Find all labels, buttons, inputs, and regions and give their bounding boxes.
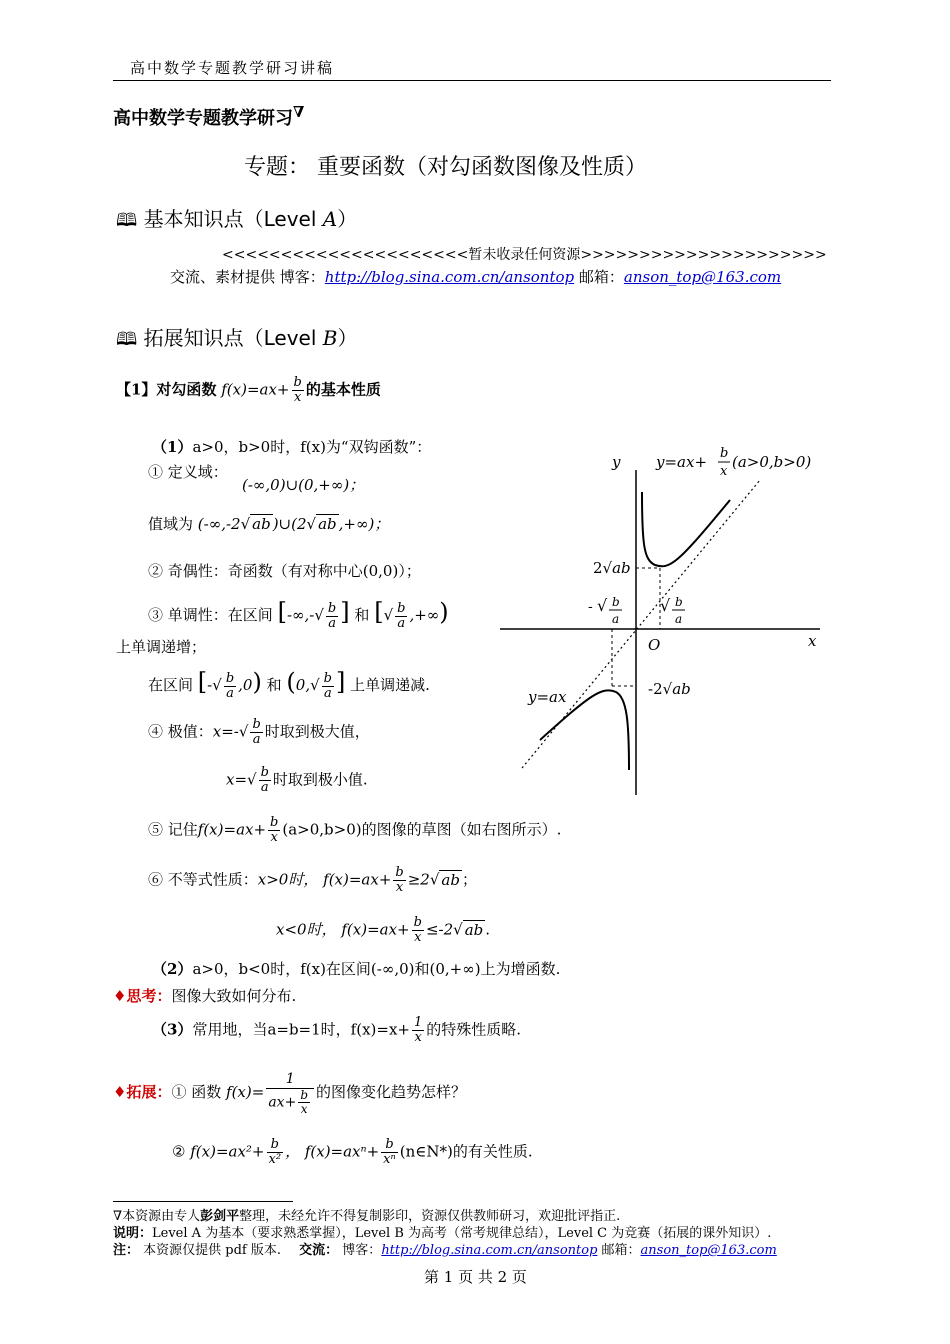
mono-frac4: $\frac{b}{a}$ bbox=[323, 670, 332, 701]
expand-frac: 1 ax+ $\frac{b}{x}$ bbox=[266, 1070, 314, 1116]
blog-link[interactable]: http://blog.sina.com.cn/ansontop bbox=[324, 268, 575, 286]
book-icon: 🕮 bbox=[116, 329, 138, 350]
svg-text:b: b bbox=[675, 595, 683, 609]
think-text: 图像大致如何分布. bbox=[171, 987, 297, 1005]
sketch-label: ⑤ 记住 bbox=[148, 820, 198, 839]
range-sqrt2: ab bbox=[318, 515, 337, 533]
case-2-text: a>0，b<0时，f(x)在区间(-∞,0)和(0,+∞)上为增函数. bbox=[192, 960, 561, 978]
mono-int1: -∞,- bbox=[286, 606, 315, 624]
item-1-frac: $\frac{b}{x}$ bbox=[293, 375, 302, 405]
footnote-3 bbox=[113, 1239, 777, 1258]
sketch-frac: $\frac{b}{x}$ bbox=[270, 815, 279, 845]
item-1-formula: f(x)=ax+ bbox=[221, 380, 290, 399]
mono-frac2: $\frac{b}{a}$ bbox=[397, 600, 406, 631]
section-a-level: A bbox=[322, 207, 338, 231]
extreme-frac1: $\frac{b}{a}$ bbox=[252, 717, 261, 747]
case-3-text: 常用地，当a=b=1时，f(x)=x+ bbox=[192, 1020, 410, 1039]
section-a-title: 基本知识点（Level bbox=[143, 207, 323, 231]
footnote-3-text: 本资源仅提供 pdf 版本. bbox=[139, 1243, 282, 1258]
case-3 bbox=[152, 1016, 521, 1045]
ineq-sqrt1: ab bbox=[441, 870, 460, 889]
domain-value: (-∞,0)∪(0,+∞)； bbox=[242, 476, 365, 494]
pos-root-radical: √ bbox=[660, 596, 671, 615]
expand-t1: ① 函数 bbox=[171, 1083, 222, 1101]
ineq-r2: ≤-2 bbox=[425, 920, 454, 939]
expand-label: 拓展： bbox=[126, 1083, 172, 1101]
expand-line-1 bbox=[113, 1070, 466, 1116]
expand-t2: ② bbox=[172, 1142, 186, 1161]
item-1-heading bbox=[116, 376, 381, 405]
case-1-cond: a>0，b>0时，f(x)为“双钩函数”： bbox=[192, 438, 432, 456]
graph-eq-suffix: (a>0,b>0) bbox=[732, 453, 812, 471]
graph-eq-b: b bbox=[720, 446, 729, 461]
expand-f2: f(x)=ax²+ bbox=[190, 1142, 265, 1161]
case-3-label: （3） bbox=[152, 1020, 193, 1039]
origin-label: O bbox=[648, 636, 661, 654]
extreme-line-1: ④ 极值：x=-√ $\frac{b}{a}$ 时取到极大值， bbox=[148, 717, 370, 747]
extreme-max: 时取到极大值， bbox=[264, 722, 370, 741]
neg-root-minus: - bbox=[588, 599, 593, 615]
curve-right bbox=[642, 492, 730, 566]
mono-int2: ,+∞ bbox=[409, 606, 440, 624]
contact-line bbox=[170, 266, 781, 287]
sketch-cond: (a>0,b>0)的图像的草图（如右图所示）. bbox=[282, 820, 562, 839]
section-b-level: B bbox=[322, 326, 338, 350]
extreme-frac2: $\frac{b}{a}$ bbox=[260, 765, 269, 795]
ineq-frac2: $\frac{b}{x}$ bbox=[413, 915, 422, 945]
extreme-min: 时取到极小值. bbox=[272, 770, 368, 789]
range-part2: )∪(2 bbox=[272, 515, 307, 533]
section-b-title: 拓展知识点（Level bbox=[143, 326, 323, 350]
mono-frac3: $\frac{b}{a}$ bbox=[225, 670, 235, 701]
think-line bbox=[113, 985, 296, 1006]
footnote-blog-label: 博客： bbox=[338, 1243, 382, 1258]
mono-increase: 上单调递增； bbox=[116, 638, 207, 656]
book-icon: 🕮 bbox=[116, 210, 138, 231]
case-1 bbox=[152, 436, 431, 457]
range-sqrt1: ab bbox=[252, 515, 271, 533]
footnote-2-label: 说明： bbox=[113, 1226, 153, 1241]
footnote-2-text: Level A 为基本（要求熟悉掌握），Level B 为高考（常考规律总结），Level C 为竞赛（拓展的课外知识）. bbox=[152, 1226, 772, 1241]
range-part1: (-∞,-2 bbox=[197, 515, 241, 533]
ineq-cond1: x>0时， bbox=[257, 870, 319, 889]
domain-label: ① 定义域： bbox=[148, 463, 228, 481]
section-a-close: ） bbox=[337, 207, 358, 231]
parity-line: ② 奇偶性：奇函数（有对称中心(0,0)）； bbox=[148, 562, 421, 580]
case-1-label: （1） bbox=[152, 438, 193, 456]
extreme-label: ④ 极值： bbox=[148, 722, 213, 741]
max-value-label: -2√ab bbox=[648, 680, 691, 698]
doc-title bbox=[113, 103, 304, 130]
ineq-line-1: ⑥ 不等式性质：x>0时， f(x)=ax+ $\frac{b}{x}$ ≥2√ ab ； bbox=[148, 865, 477, 895]
expand-frac3: $\frac{b}{\text{xⁿ}}$ bbox=[383, 1137, 396, 1167]
function-graph bbox=[490, 440, 830, 800]
mono-and-2: 和 bbox=[266, 676, 282, 694]
range-line: 值域为 (-∞,-2√ ab )∪(2√ ab ,+∞)； bbox=[148, 515, 390, 533]
asymptote-label: y=ax bbox=[528, 688, 567, 706]
think-label: 思考： bbox=[126, 987, 172, 1005]
ineq-end2: . bbox=[485, 920, 491, 939]
doc-title-mark: ∇ bbox=[293, 103, 305, 121]
ineq-cond2: x<0时， bbox=[276, 920, 337, 939]
footnote-3-label: 注： bbox=[113, 1243, 140, 1258]
expand-tail: (n∈N*)的有关性质. bbox=[399, 1142, 533, 1161]
ineq-line-2: x<0时， f(x)=ax+ $\frac{b}{x}$ ≤-2√ ab . bbox=[276, 915, 491, 945]
case-3-frac: $\frac{1}{x}$ bbox=[413, 1015, 423, 1045]
expand-end: 的图像变化趋势怎样？ bbox=[316, 1083, 467, 1101]
sketch-line bbox=[148, 816, 561, 845]
ineq-frac1: $\frac{b}{x}$ bbox=[395, 865, 404, 895]
ineq-end1: ； bbox=[461, 870, 477, 889]
mono-and: 和 bbox=[354, 606, 370, 624]
section-a-heading bbox=[116, 203, 357, 238]
contact-label: 交流、素材提供 博客： bbox=[170, 268, 325, 286]
footnote-3-label2: 交流： bbox=[299, 1243, 339, 1258]
extreme-line-2: x=√ $\frac{b}{a}$ 时取到极小值. bbox=[226, 765, 368, 795]
section-b-close: ） bbox=[337, 326, 358, 350]
mono-int3: - bbox=[207, 676, 213, 694]
mono-frac1: $\frac{b}{a}$ bbox=[327, 600, 337, 631]
mono-decrease: 上单调递减. bbox=[350, 676, 430, 694]
drop-icon: ♦ bbox=[113, 987, 127, 1005]
graph-eq-x: x bbox=[720, 464, 728, 479]
header-rule bbox=[113, 80, 831, 81]
email-label: 邮箱： bbox=[574, 268, 624, 286]
drop-icon: ♦ bbox=[113, 1083, 127, 1101]
svg-text:a: a bbox=[612, 612, 620, 626]
ineq-label: ⑥ 不等式性质： bbox=[148, 870, 258, 889]
page-header: 高中数学专题教学研习讲稿 bbox=[130, 59, 335, 77]
expand-f3: ， f(x)=axⁿ+ bbox=[285, 1142, 380, 1161]
mono-label-2: 在区间 bbox=[148, 676, 194, 694]
footnote-1-pre: ∇本资源由专人 bbox=[113, 1209, 201, 1224]
page-number: 第 1 页 共 2 页 bbox=[424, 1268, 527, 1286]
ineq-sqrt2: ab bbox=[464, 920, 484, 939]
mono-line-1: ③ 单调性：在区间 [-∞,-√ $\frac{b}{a}$ ] 和 [√ $\frac{b}{a}$ ,+∞) bbox=[148, 598, 449, 631]
email-link[interactable]: anson_top@163.com bbox=[623, 268, 782, 286]
expand-frac2: $\frac{b}{\text{x²}}$ bbox=[268, 1137, 282, 1167]
neg-root-radical: √ bbox=[597, 596, 608, 615]
extreme-eq2: x= bbox=[226, 770, 248, 789]
min-value-label: 2√ab bbox=[593, 559, 631, 577]
ineq-f2: f(x)=ax+ bbox=[341, 920, 410, 939]
case-2-label: （2） bbox=[152, 960, 193, 978]
svg-text:a: a bbox=[675, 612, 683, 626]
range-label: 值域为 bbox=[148, 515, 194, 533]
sketch-formula: f(x)=ax+ bbox=[197, 820, 267, 839]
footnote-author: 彭剑平 bbox=[200, 1209, 240, 1224]
expand-line-2 bbox=[172, 1138, 533, 1167]
case-3-end: 的特殊性质略. bbox=[426, 1020, 522, 1039]
mono-int3b: ,0 bbox=[238, 676, 253, 694]
footnote-rule bbox=[113, 1201, 293, 1202]
item-1-suffix: 的基本性质 bbox=[305, 380, 381, 399]
extreme-eq1: x=- bbox=[212, 722, 239, 741]
ineq-r1: ≥2 bbox=[407, 870, 430, 889]
ineq-f1: f(x)=ax+ bbox=[323, 870, 392, 889]
footnote-email-link[interactable]: anson_top@163.com bbox=[640, 1243, 777, 1258]
expand-f: f(x)= bbox=[226, 1083, 265, 1101]
x-axis-label: x bbox=[808, 632, 817, 650]
topic-title: 专题： 重要函数（对勾函数图像及性质） bbox=[244, 155, 647, 180]
doc-title-text: 高中数学专题教学研习 bbox=[113, 108, 293, 129]
range-part3: ,+∞)； bbox=[338, 515, 390, 533]
resource-placeholder: <<<<<<<<<<<<<<<<<<<<<暂未收录任何资源>>>>>>>>>>>>>>>>>>>>> bbox=[222, 247, 827, 263]
footnote-1-post: 整理，未经允许不得复制影印，资源仅供教师研习，欢迎批评指正. bbox=[239, 1209, 621, 1224]
section-b-heading bbox=[116, 322, 357, 357]
y-axis-label: y bbox=[612, 453, 621, 471]
mono-label: ③ 单调性：在区间 bbox=[148, 606, 273, 624]
footnote-blog-link[interactable]: http://blog.sina.com.cn/ansontop bbox=[381, 1243, 598, 1258]
mono-int4: 0, bbox=[295, 676, 311, 694]
svg-text:b: b bbox=[612, 595, 620, 609]
graph-eq-prefix: y=ax+ bbox=[656, 453, 708, 471]
footnote-email-label: 邮箱： bbox=[597, 1243, 641, 1258]
mono-line-2: 在区间 [-√ $\frac{b}{a}$ ,0) 和 (0,√ $\frac{b}{a}$ ] 上单调递减. bbox=[148, 668, 430, 701]
case-2 bbox=[152, 958, 560, 979]
item-1-label: 【1】对勾函数 bbox=[116, 380, 217, 399]
